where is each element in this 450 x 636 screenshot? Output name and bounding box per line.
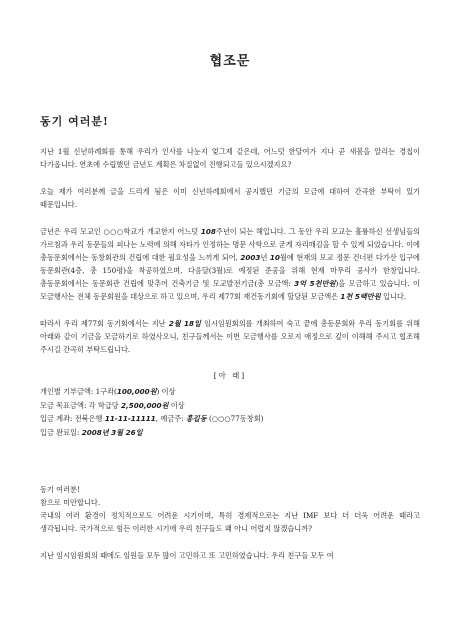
detail-deadline: 입금 완료일: 2008년 3월 26일 (40, 427, 143, 437)
text-segment: 학교가 개교한지 어느덧 (123, 227, 201, 236)
closing-greeting: 동기 여러분! (40, 485, 80, 494)
text-segment: 입니다. (380, 292, 407, 301)
text-segment: 년 (260, 253, 270, 262)
handwritten-meeting-date: 2월 18일 (168, 319, 201, 328)
text-segment: 임시임원회의를 개최하여 숙고 끝에 총동문회와 우리 동기회를 위해 아래와 같이 기금을 모금하기로 하였사오니, 친구들께서는 이번 모금행사를 오로지 애정으로 깊이 이해해 주시고 협조해 주시길 간곡히 부탁드립니다. (40, 319, 420, 354)
handwritten-year: 2003 (240, 253, 261, 262)
detail-target-amount: 모금 목표금액: 각 학급당 2,500,000원 이상 (40, 400, 185, 410)
text-segment: 금년은 우리 모교인 (40, 227, 104, 236)
text-segment: 주년이 되는 해입니다. 그 동안 우리 모교는 훌륭하신 선생님들의 가르침과 우리 동문들의 피나는 노력에 의해 자타가 인정하는 명문 사학으로 굳게 자리매김을 할 수 있게 되었습니다. 이에 총동문회에서는 동창회관의 건립에 대한 필요성을 느끼게 되어, (40, 227, 420, 262)
handwritten-account-holder: 홍길동 (185, 414, 207, 423)
handwritten-deadline: 2008년 3월 26일 (81, 427, 143, 437)
document-title: 협조문 (209, 54, 251, 69)
text-segment: 월에 현재의 모교 정문 건너편 다가산 입구에 동문회관(4층, 총 150평)을 착공하였으며, 다음달(3월)로 예정된 준공을 위해 현재 마무리 공사가 한창입니다. 총동문회에서는 동문회관 건립에 맞추어 건축기금 및 모교발전기금(총 모금액: (40, 253, 420, 288)
handwritten-target-amount: 2,500,000원 (121, 400, 169, 410)
handwritten-school-name: ○○○ (103, 227, 124, 236)
notice-heading: [아 래] (213, 371, 247, 380)
greeting: 동기 여러분! (40, 115, 109, 128)
detail-individual-amount: 개인별 기부금액: 1구좌(100,000원) 이상 (40, 387, 176, 396)
paragraph-request (40, 317, 420, 356)
paragraph-purpose: 오늘 제가 여러분께 글을 드리게 됨은 이미 신년하례회에서 공지했던 기금의 모금에 대하여 간곡한 부탁이 있기 때문입니다. (40, 187, 420, 209)
paragraph-final: 지난 임시임원회의 때에도 임원들 모두 많이 고민하고 또 고민하였습니다. 우리 친구들 모두 여 (40, 551, 334, 560)
handwritten-account-number: 11-11-11111 (104, 414, 156, 423)
handwritten-quota: 1천 5백만원 (340, 292, 381, 301)
closing-apology: 참으로 미안합니다. (40, 498, 101, 507)
handwritten-month: 10 (269, 253, 280, 262)
paragraph-intro: 지난 1월 신년하례회를 통해 우리가 인사를 나눈지 엊그제 같은데, 어느덧 한달여가 지나 곧 새봄을 알리는 경칩이 다가옵니다. 연초에 수립했던 금년도 계획은 차질없이 진행되고들 있으시겠지요? (40, 147, 420, 169)
closing-section (40, 483, 420, 535)
handwritten-total-target: 3억 5천만원 (294, 279, 336, 288)
handwritten-individual-amount: 100,000원 (116, 387, 157, 396)
donation-details (40, 385, 420, 439)
text-segment: 따라서 우리 제77회 동기회에서는 지난 (40, 319, 169, 328)
closing-paragraph: 국내의 여러 환경이 정치적으로도 어려운 시기이며, 특히 경제적으로는 지난 IMF 보다 더 더욱 어려운 때라고 생각됩니다. 국가적으로 힘든 이러한 시기에 우리 친구들도 왜 아니 어렵지 않겠습니까? (40, 511, 420, 533)
handwritten-years: 108 (200, 227, 216, 236)
detail-account: 입금 계좌: 전북은행 11-11-11111, 예금주: 홍길동 (○○○77동창회) (40, 414, 264, 423)
paragraph-background (40, 225, 420, 303)
text-segment: )을 모금하고 있습니다. 이 모금행사는 전체 동문회원을 대상으로 하고 있으며, 우리 제77회 재건동기회에 할당된 모금액은 (40, 279, 421, 301)
